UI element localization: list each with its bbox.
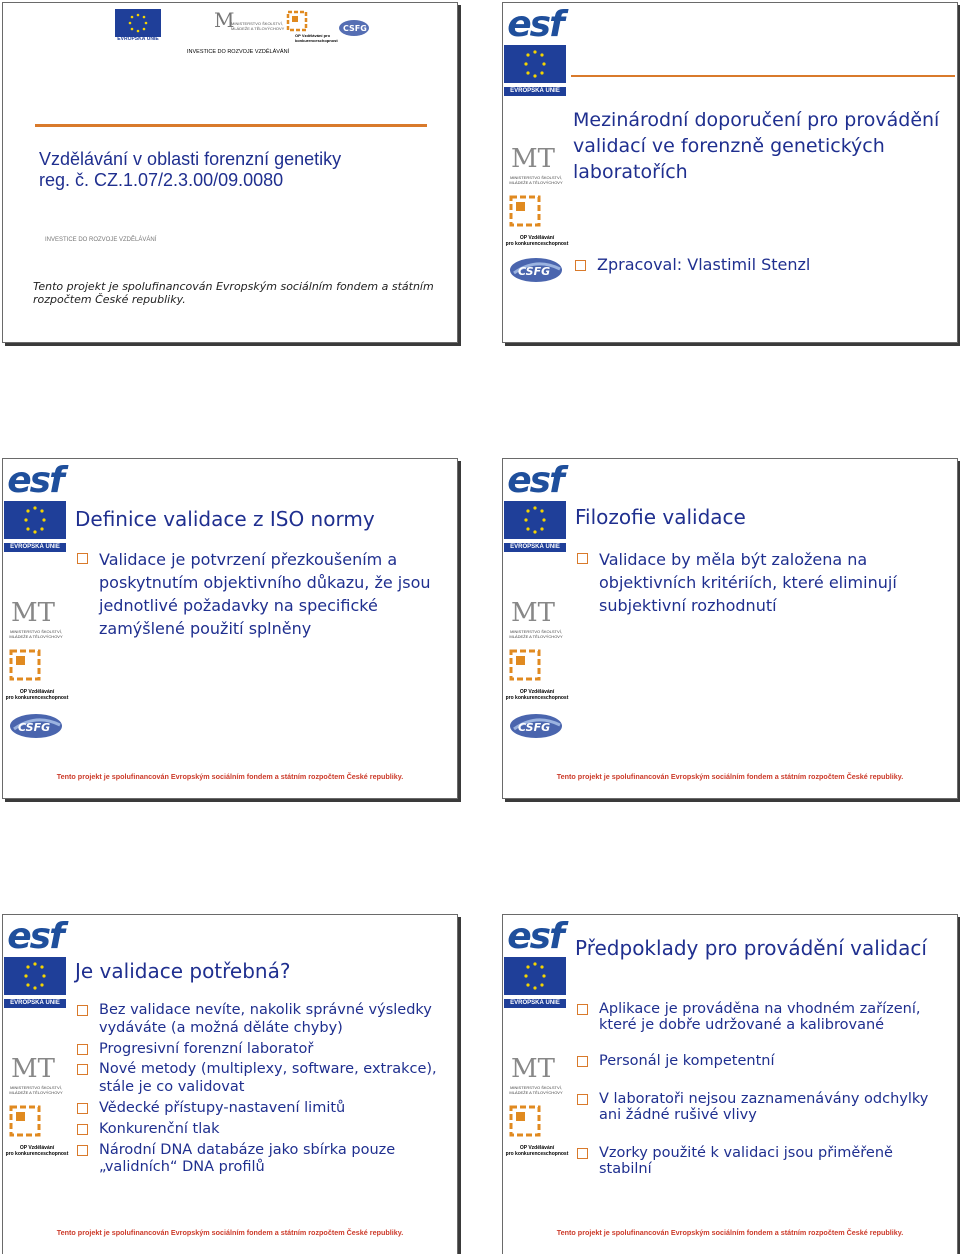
list-item xyxy=(77,548,447,640)
slide-title: Je validace potřebná? xyxy=(75,959,291,983)
bullet-checkbox-icon xyxy=(577,1004,588,1015)
csfg-text: CSFG xyxy=(18,721,51,734)
svg-text:CSFG: CSFG xyxy=(343,24,367,33)
footer-note: Tento projekt je spolufinancován Evropským sociálním fondem a státním rozpočtem České republiky. xyxy=(556,772,904,781)
eu-label: EVROPSKÁ UNIE xyxy=(117,36,159,42)
slide-1 xyxy=(2,2,458,343)
msmt-label: MINISTERSTVO ŠKOLSTVÍ, MLÁDEŽE A TĚLOVÝCHOVY xyxy=(231,21,285,31)
bullet-checkbox-icon xyxy=(77,1044,88,1055)
esf-logo xyxy=(504,916,566,1008)
bullet-text: Progresivní forenzní laboratoř xyxy=(99,1040,314,1057)
eu-flag-icon xyxy=(504,45,566,83)
svg-text:MT: MT xyxy=(11,598,55,625)
bullet-checkbox-icon xyxy=(575,260,586,271)
eu-flag-icon xyxy=(4,501,66,539)
slide-title: Předpoklady pro provádění validací xyxy=(575,936,927,960)
op-logo xyxy=(505,1103,569,1157)
eu-flag-icon xyxy=(504,501,566,539)
bullet-list xyxy=(77,1002,447,1180)
slide-6 xyxy=(502,914,958,1254)
list-item xyxy=(77,1061,447,1097)
op-logo xyxy=(5,1103,69,1157)
op-logo xyxy=(505,647,569,701)
op-logo-icon xyxy=(5,647,45,685)
eu-flag-icon xyxy=(504,957,566,995)
bullet-text: Personál je kompetentní xyxy=(599,1053,775,1069)
cofund-note: Tento projekt je spolufinancován Evropským sociálním fondem a státním rozpočtem České republiky. xyxy=(33,280,434,306)
op-label-1: OP Vzdělávání xyxy=(519,235,555,241)
op-logo-icon xyxy=(5,1103,45,1141)
slide-title xyxy=(39,149,439,191)
op-logo xyxy=(505,193,569,247)
op-label-1: OP Vzdělávání xyxy=(19,1145,55,1151)
logo-sidebar xyxy=(503,459,569,798)
bullet-checkbox-icon xyxy=(77,1124,88,1135)
op-logo-icon xyxy=(285,9,309,35)
bullet-checkbox-icon xyxy=(577,1148,588,1159)
bullet-text: Národní DNA databáze jako sbírka pouze „validních“ DNA profilů xyxy=(99,1141,396,1176)
bullet-text: Nové metody (multiplexy, software, extrakce), stále je co validovat xyxy=(99,1061,437,1096)
op-logo-icon xyxy=(505,1103,545,1141)
bullet-text: Konkurenční tlak xyxy=(99,1120,220,1137)
op-logo-icon xyxy=(505,647,545,685)
op-label-2: pro konkurenceschopnost xyxy=(505,1151,569,1157)
msmt-label: MINISTERSTVO ŠKOLSTVÍ, MLÁDEŽE A TĚLOVÝCHOVY xyxy=(509,175,563,185)
bullet-list xyxy=(577,1001,947,1177)
slide-title: Definice validace z ISO normy xyxy=(75,507,375,531)
op-label-1: OP Vzdělávání xyxy=(19,689,55,695)
msmt-logo xyxy=(5,1053,67,1095)
esf-logo xyxy=(504,4,566,96)
esf-wordmark: esf xyxy=(7,916,63,957)
msmt-logo xyxy=(505,143,567,185)
esf-wordmark: esf xyxy=(507,916,563,957)
slide-3 xyxy=(2,458,458,799)
msmt-label: MINISTERSTVO ŠKOLSTVÍ, MLÁDEŽE A TĚLOVÝCHOVY xyxy=(9,629,63,639)
header-logos xyxy=(113,7,373,47)
title-rule xyxy=(571,75,955,77)
op-logo xyxy=(5,647,69,701)
op-label-2: pro konkurenceschopnost xyxy=(505,241,569,247)
esf-wordmark: esf xyxy=(7,460,63,501)
logo-sidebar xyxy=(3,459,69,798)
svg-text:M: M xyxy=(214,8,235,32)
csfg-logo-icon xyxy=(506,707,566,745)
svg-text:MT: MT xyxy=(511,1054,555,1081)
msmt-logo-icon xyxy=(505,597,565,625)
slide-title: Filozofie validace xyxy=(575,505,746,529)
title-line-1: Vzdělávání v oblasti forenzní genetiky xyxy=(39,149,342,169)
slide-5 xyxy=(2,914,458,1254)
msmt-logo-icon xyxy=(5,597,65,625)
op-label: OP Vzdělávání pro konkurenceschopnost xyxy=(295,33,338,43)
list-item xyxy=(577,1091,947,1123)
msmt-logo-icon xyxy=(5,1053,65,1081)
list-item xyxy=(577,1001,947,1033)
esf-wordmark: esf xyxy=(507,4,563,45)
bullet-text: Vědecké přístupy-nastavení limitů xyxy=(99,1099,346,1116)
title-rule xyxy=(35,124,427,127)
msmt-logo xyxy=(505,1053,567,1095)
op-logo-icon xyxy=(505,193,545,231)
svg-text:MT: MT xyxy=(11,1054,55,1081)
bullet-checkbox-icon xyxy=(77,1103,88,1114)
list-item xyxy=(577,1053,947,1069)
bullet-checkbox-icon xyxy=(77,1145,88,1156)
msmt-logo xyxy=(5,597,67,639)
invest-label-bottom: INVESTICE DO ROZVOJE VZDĚLÁVÁNÍ xyxy=(45,237,157,243)
list-item xyxy=(77,1121,447,1139)
list-item xyxy=(77,1100,447,1118)
list-item xyxy=(577,548,947,617)
bullet-checkbox-icon xyxy=(77,553,88,564)
invest-label-top: INVESTICE DO ROZVOJE VZDĚLÁVÁNÍ xyxy=(187,49,290,55)
bullet-checkbox-icon xyxy=(77,1064,88,1075)
list-item xyxy=(77,1041,447,1059)
list-item xyxy=(77,1142,447,1178)
footer-note: Tento projekt je spolufinancován Evropským sociálním fondem a státním rozpočtem České republiky. xyxy=(556,1228,904,1237)
op-label-2: pro konkurenceschopnost xyxy=(5,695,69,701)
slide-title: Mezinárodní doporučení pro provádění validací ve forenzně genetických laboratořích xyxy=(573,109,940,183)
bullet-list xyxy=(77,548,447,640)
op-label-2: pro konkurenceschopnost xyxy=(505,695,569,701)
msmt-logo-icon xyxy=(505,1053,565,1081)
op-label-1: OP Vzdělávání xyxy=(519,1145,555,1151)
title-line-2: reg. č. CZ.1.07/2.3.00/09.0080 xyxy=(39,170,284,190)
bullet-checkbox-icon xyxy=(77,1005,88,1016)
bullet-checkbox-icon xyxy=(577,1056,588,1067)
logo-sidebar xyxy=(3,915,69,1254)
list-item xyxy=(577,1145,947,1177)
esf-logo xyxy=(4,916,66,1008)
bullet-text: Bez validace nevíte, nakolik správné výsledky vydáváte (a možná děláte chyby) xyxy=(99,1002,432,1036)
author-line xyxy=(575,255,945,274)
eu-label: EVROPSKÁ UNIE xyxy=(504,87,566,96)
msmt-label: MINISTERSTVO ŠKOLSTVÍ, MLÁDEŽE A TĚLOVÝCHOVY xyxy=(9,1085,63,1095)
svg-text:MT: MT xyxy=(511,598,555,625)
bullet-text: Aplikace je prováděna na vhodném zařízení, které je dobře udržované a kalibrované xyxy=(599,1001,921,1033)
bullet-checkbox-icon xyxy=(577,1094,588,1105)
eu-label: EVROPSKÁ UNIE xyxy=(4,543,66,552)
footer-note: Tento projekt je spolufinancován Evropským sociálním fondem a státním rozpočtem České republiky. xyxy=(56,1228,404,1237)
msmt-logo-icon xyxy=(505,143,565,171)
bullet-text: V laboratoři nejsou zaznamenávány odchylky ani žádné rušivé vlivy xyxy=(599,1091,929,1123)
svg-text:MT: MT xyxy=(511,144,555,171)
op-label-2: pro konkurenceschopnost xyxy=(5,1151,69,1157)
bullet-checkbox-icon xyxy=(577,553,588,564)
slide-2 xyxy=(502,2,958,343)
eu-label: EVROPSKÁ UNIE xyxy=(504,999,566,1008)
csfg-logo-icon xyxy=(337,17,371,39)
esf-logo xyxy=(504,460,566,552)
bullet-text: Vzorky použité k validaci jsou přiměřeně stabilní xyxy=(599,1145,893,1177)
msmt-label: MINISTERSTVO ŠKOLSTVÍ, MLÁDEŽE A TĚLOVÝCHOVY xyxy=(509,1085,563,1095)
eu-label: EVROPSKÁ UNIE xyxy=(504,543,566,552)
esf-wordmark: esf xyxy=(507,460,563,501)
msmt-logo xyxy=(505,597,567,639)
bullet-text: Validace by měla být založena na objektivních kritériích, které eliminují subjektivní rozhodnutí xyxy=(599,550,897,615)
esf-logo xyxy=(4,460,66,552)
list-item xyxy=(77,1002,447,1038)
author-text: Zpracoval: Vlastimil Stenzl xyxy=(597,255,811,274)
op-label-1: OP Vzdělávání xyxy=(519,689,555,695)
eu-label: EVROPSKÁ UNIE xyxy=(4,999,66,1008)
slide-4 xyxy=(502,458,958,799)
logo-sidebar xyxy=(503,915,569,1254)
msmt-label: MINISTERSTVO ŠKOLSTVÍ, MLÁDEŽE A TĚLOVÝCHOVY xyxy=(509,629,563,639)
bullet-list xyxy=(577,548,947,617)
logo-sidebar xyxy=(503,3,569,342)
csfg-text: CSFG xyxy=(518,721,551,734)
bullet-text: Validace je potvrzení přezkoušením a poskytnutím objektivního důkazu, že jsou jednotlivé požadavky na specifické zamýšlené použití splněny xyxy=(99,550,431,638)
csfg-logo-icon xyxy=(6,707,66,745)
csfg-logo-icon xyxy=(506,251,566,289)
eu-flag-icon xyxy=(4,957,66,995)
footer-note: Tento projekt je spolufinancován Evropským sociálním fondem a státním rozpočtem České republiky. xyxy=(56,772,404,781)
csfg-text: CSFG xyxy=(518,265,551,278)
